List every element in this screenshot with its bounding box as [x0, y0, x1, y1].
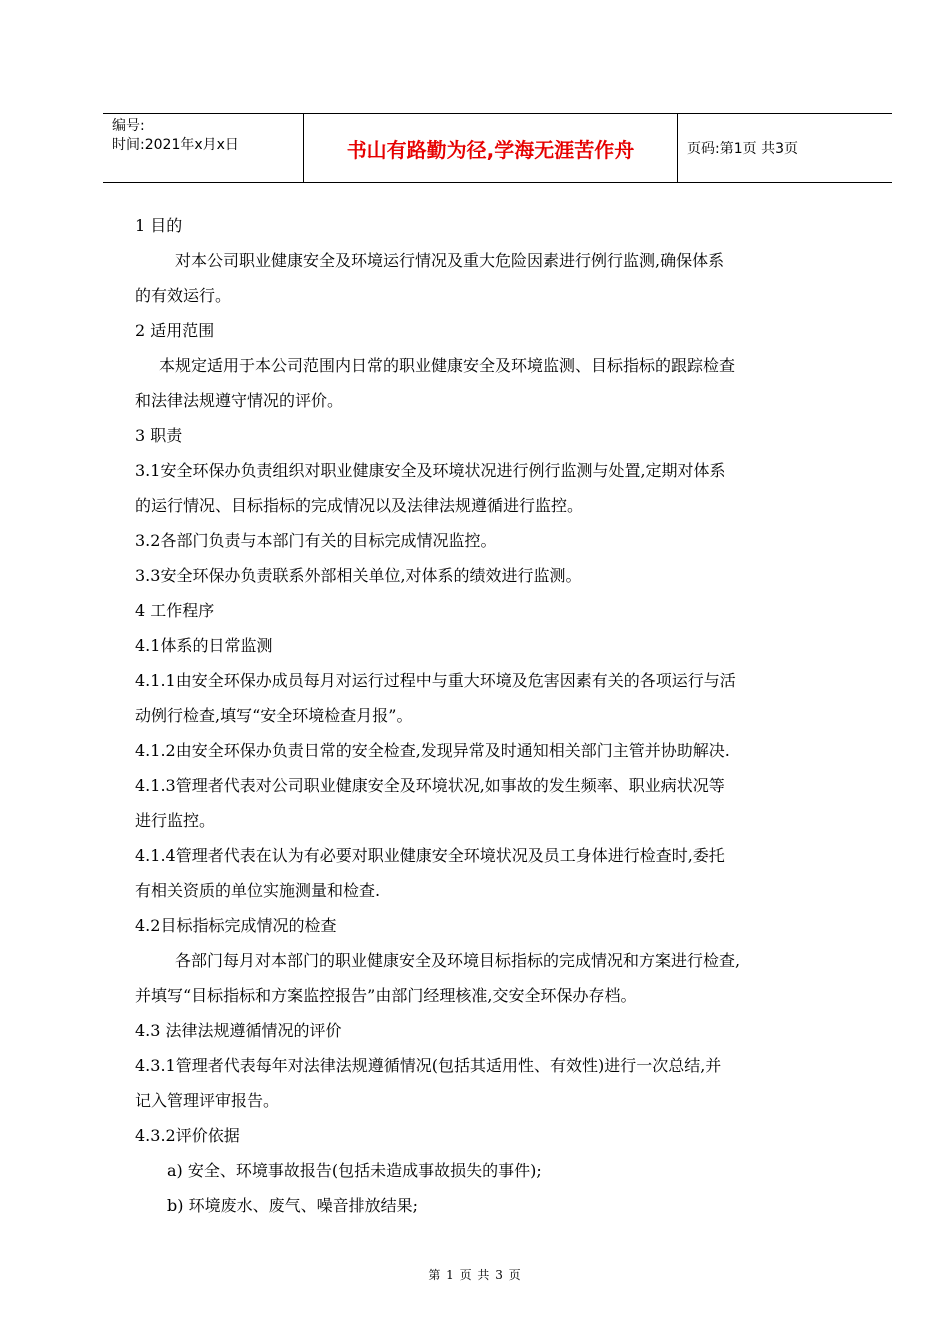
body-paragraph: 3.2各部门负责与本部门有关的目标完成情况监控。 [135, 531, 497, 550]
body-paragraph: 3.3安全环保办负责联系外部相关单位,对体系的绩效进行监测。 [135, 566, 582, 585]
body-paragraph: 本规定适用于本公司范围内日常的职业健康安全及环境监测、目标指标的跟踪检查 [159, 356, 736, 375]
body-paragraph: 的有效运行。 [135, 286, 232, 305]
document-header [103, 113, 892, 183]
body-paragraph: 4.3.1管理者代表每年对法律法规遵循情况(包括其适用性、有效性)进行一次总结,并 [135, 1056, 722, 1075]
body-paragraph: 动例行检查,填写“安全环境检查月报”。 [135, 706, 413, 725]
body-paragraph: 4 工作程序 [135, 601, 215, 620]
body-paragraph: 记入管理评审报告。 [135, 1091, 280, 1110]
page-footer: 第 1 页 共 3 页 [428, 1268, 522, 1282]
body-paragraph: 有相关资质的单位实施测量和检查. [135, 881, 381, 900]
body-paragraph: 3.1安全环保办负责组织对职业健康安全及环境状况进行例行监测与处置,定期对体系 [135, 461, 726, 480]
body-paragraph: 1 目的 [135, 216, 183, 235]
body-paragraph: 各部门每月对本部门的职业健康安全及环境目标指标的完成情况和方案进行检查, [175, 951, 741, 970]
header-motto: 书山有路勤为径,学海无涯苦作舟 [346, 137, 635, 162]
body-paragraph: 4.3.2评价依据 [135, 1126, 240, 1145]
body-paragraph: 4.1.2由安全环保办负责日常的安全检查,发现异常及时通知相关部门主管并协助解决. [135, 741, 730, 760]
body-paragraph: 4.2目标指标完成情况的检查 [135, 916, 337, 935]
header-motto-cell [304, 114, 678, 182]
body-paragraph: 的运行情况、目标指标的完成情况以及法律法规遵循进行监控。 [135, 496, 584, 515]
header-page-cell [678, 114, 892, 182]
body-paragraph: 和法律法规遵守情况的评价。 [135, 391, 344, 410]
document-number-label: 编号: [112, 118, 145, 134]
body-paragraph: b) 环境废水、废气、噪音排放结果; [167, 1196, 418, 1215]
document-date: 时间:2021年x月x日 [112, 137, 239, 153]
body-paragraph: 4.3 法律法规遵循情况的评价 [135, 1021, 342, 1040]
body-paragraph: 3 职责 [135, 426, 183, 445]
body-paragraph: a) 安全、环境事故报告(包括未造成事故损失的事件); [167, 1161, 542, 1180]
body-paragraph: 4.1.4管理者代表在认为有必要对职业健康安全环境状况及员工身体进行检查时,委托 [135, 846, 725, 865]
body-paragraph: 进行监控。 [135, 811, 216, 830]
body-paragraph: 并填写“目标指标和方案监控报告”由部门经理核准,交安全环保办存档。 [135, 986, 637, 1005]
body-paragraph: 4.1.3管理者代表对公司职业健康安全及环境状况,如事故的发生频率、职业病状况等 [135, 776, 725, 795]
body-paragraph: 4.1.1由安全环保办成员每月对运行过程中与重大环境及危害因素有关的各项运行与活 [135, 671, 736, 690]
body-paragraph: 2 适用范围 [135, 321, 215, 340]
document-body [135, 208, 860, 1223]
header-page-info: 页码:第1页 共3页 [687, 141, 798, 157]
body-paragraph: 4.1体系的日常监测 [135, 636, 273, 655]
body-paragraph: 对本公司职业健康安全及环境运行情况及重大危险因素进行例行监测,确保体系 [175, 251, 725, 270]
header-meta-cell [103, 114, 304, 182]
